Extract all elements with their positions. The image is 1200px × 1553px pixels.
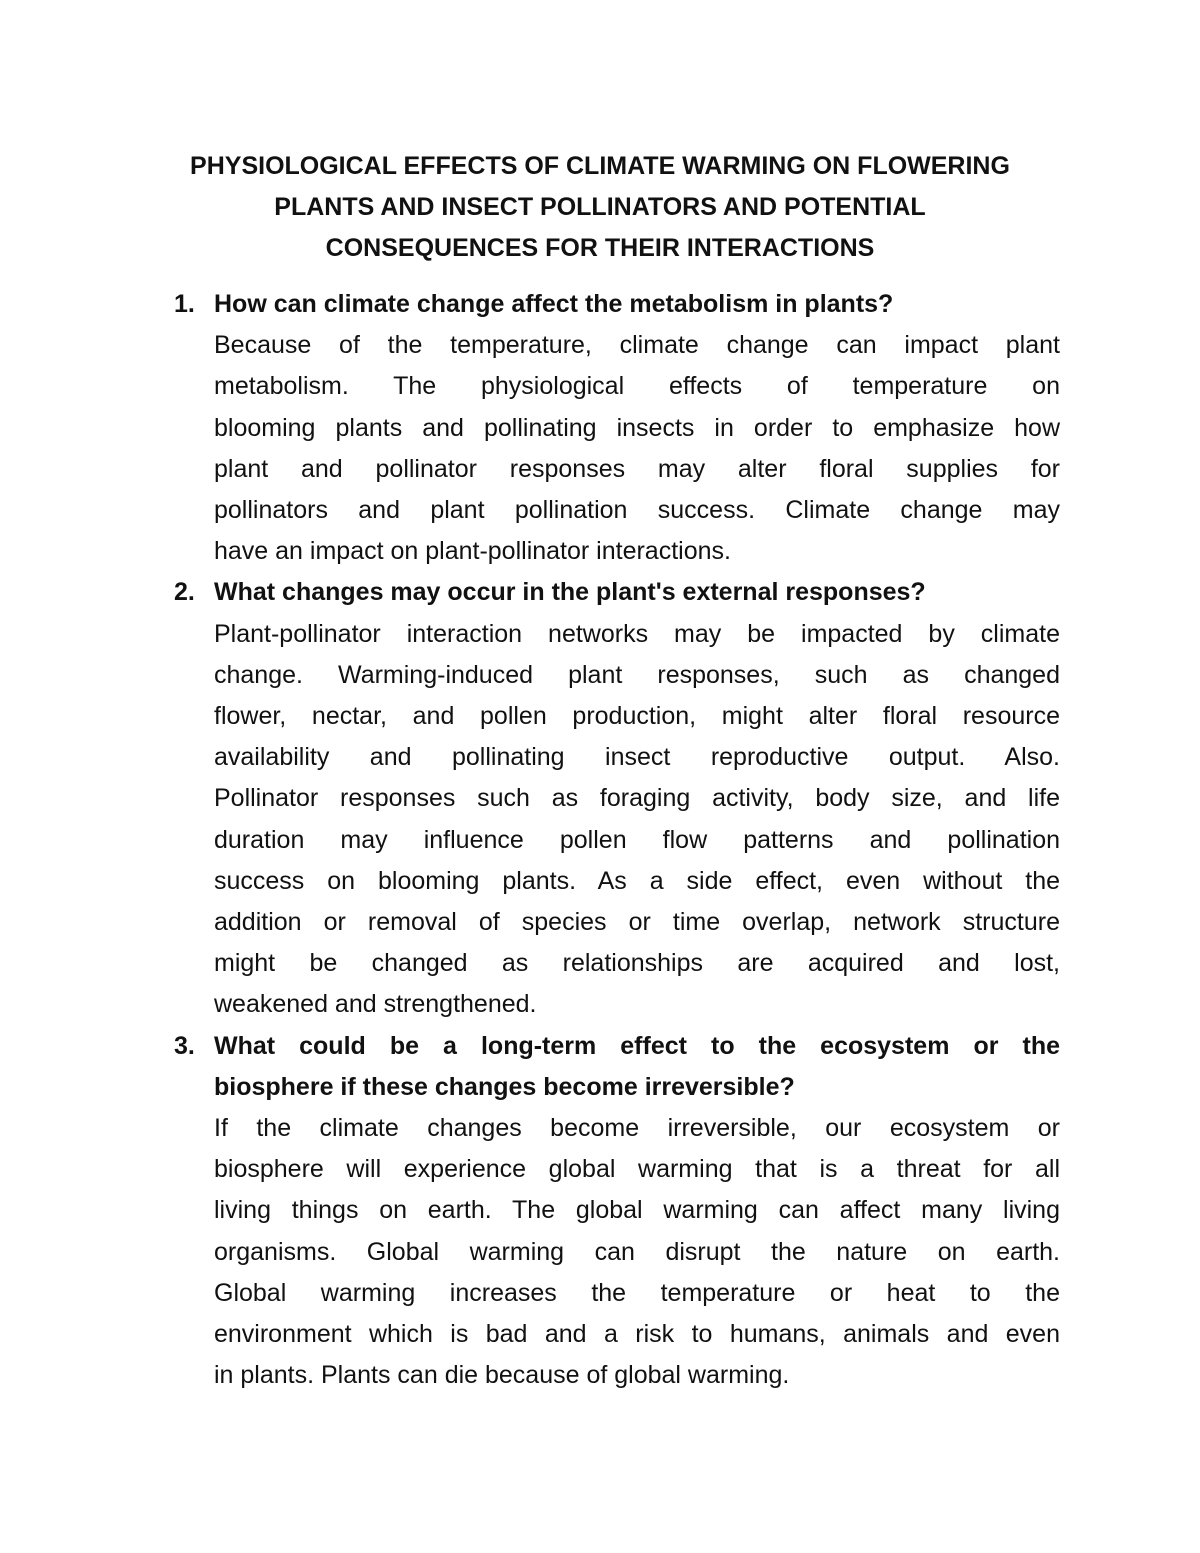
answer-line: organisms. Global warming can disrupt the nature on earth. (214, 1237, 1060, 1266)
answer-line: might be changed as relationships are acquired and lost, (214, 949, 1060, 978)
question-number: 2. (174, 578, 195, 607)
answer-line: have an impact on plant-pollinator interactions. (214, 537, 731, 566)
answer-line: Because of the temperature, climate change can impact plant (214, 331, 1060, 360)
question-list (162, 284, 1060, 1396)
answer-line: Global warming increases the temperature or heat to the (214, 1278, 1060, 1307)
answer-line: pollinators and plant pollination success. Climate change may (214, 496, 1060, 525)
title-line: CONSEQUENCES FOR THEIR INTERACTIONS (325, 234, 875, 262)
question-text (214, 284, 1060, 325)
answer-line: flower, nectar, and pollen production, might alter floral resource (214, 702, 1060, 731)
answer-text (214, 1108, 1060, 1396)
answer-line: If the climate changes become irreversible, our ecosystem or (214, 1114, 1060, 1143)
answer-line: metabolism. The physiological effects of temperature on (214, 372, 1060, 401)
question-line: How can climate change affect the metabolism in plants? (214, 290, 894, 318)
answer-line: duration may influence pollen flow patterns and pollination (214, 825, 1060, 854)
question-line: biosphere if these changes become irreversible? (214, 1072, 795, 1101)
question-item (162, 284, 1060, 572)
title-line: PLANTS AND INSECT POLLINATORS AND POTENTIAL (274, 193, 926, 221)
answer-line: Pollinator responses such as foraging activity, body size, and life (214, 784, 1060, 813)
question-item (162, 1026, 1060, 1397)
document-title (150, 146, 1050, 269)
answer-line: change. Warming-induced plant responses, such as changed (214, 660, 1060, 689)
question-line: What changes may occur in the plant's external responses? (214, 578, 926, 607)
answer-text (214, 614, 1060, 1026)
answer-line: biosphere will experience global warming that is a threat for all (214, 1155, 1060, 1184)
answer-line: plant and pollinator responses may alter floral supplies for (214, 454, 1060, 483)
question-text (214, 572, 1060, 613)
answer-line: in plants. Plants can die because of global warming. (214, 1361, 790, 1390)
answer-line: availability and pollinating insect reproductive output. Also. (214, 743, 1060, 772)
question-text (214, 1026, 1060, 1108)
question-line: What could be a long-term effect to the ecosystem or the (214, 1031, 1060, 1060)
question-number: 3. (174, 1031, 195, 1060)
answer-line: blooming plants and pollinating insects in order to emphasize how (214, 413, 1060, 442)
answer-line: Plant-pollinator interaction networks may be impacted by climate (214, 619, 1060, 648)
question-item (162, 572, 1060, 1025)
answer-line: living things on earth. The global warming can affect many living (214, 1196, 1060, 1225)
answer-text (214, 325, 1060, 572)
answer-line: weakened and strengthened. (214, 990, 537, 1019)
answer-line: environment which is bad and a risk to humans, animals and even (214, 1320, 1060, 1349)
question-number: 1. (174, 290, 195, 318)
answer-line: addition or removal of species or time overlap, network structure (214, 908, 1060, 937)
title-line: PHYSIOLOGICAL EFFECTS OF CLIMATE WARMING ON FLOWERING (190, 152, 1010, 180)
answer-line: success on blooming plants. As a side effect, even without the (214, 866, 1060, 895)
